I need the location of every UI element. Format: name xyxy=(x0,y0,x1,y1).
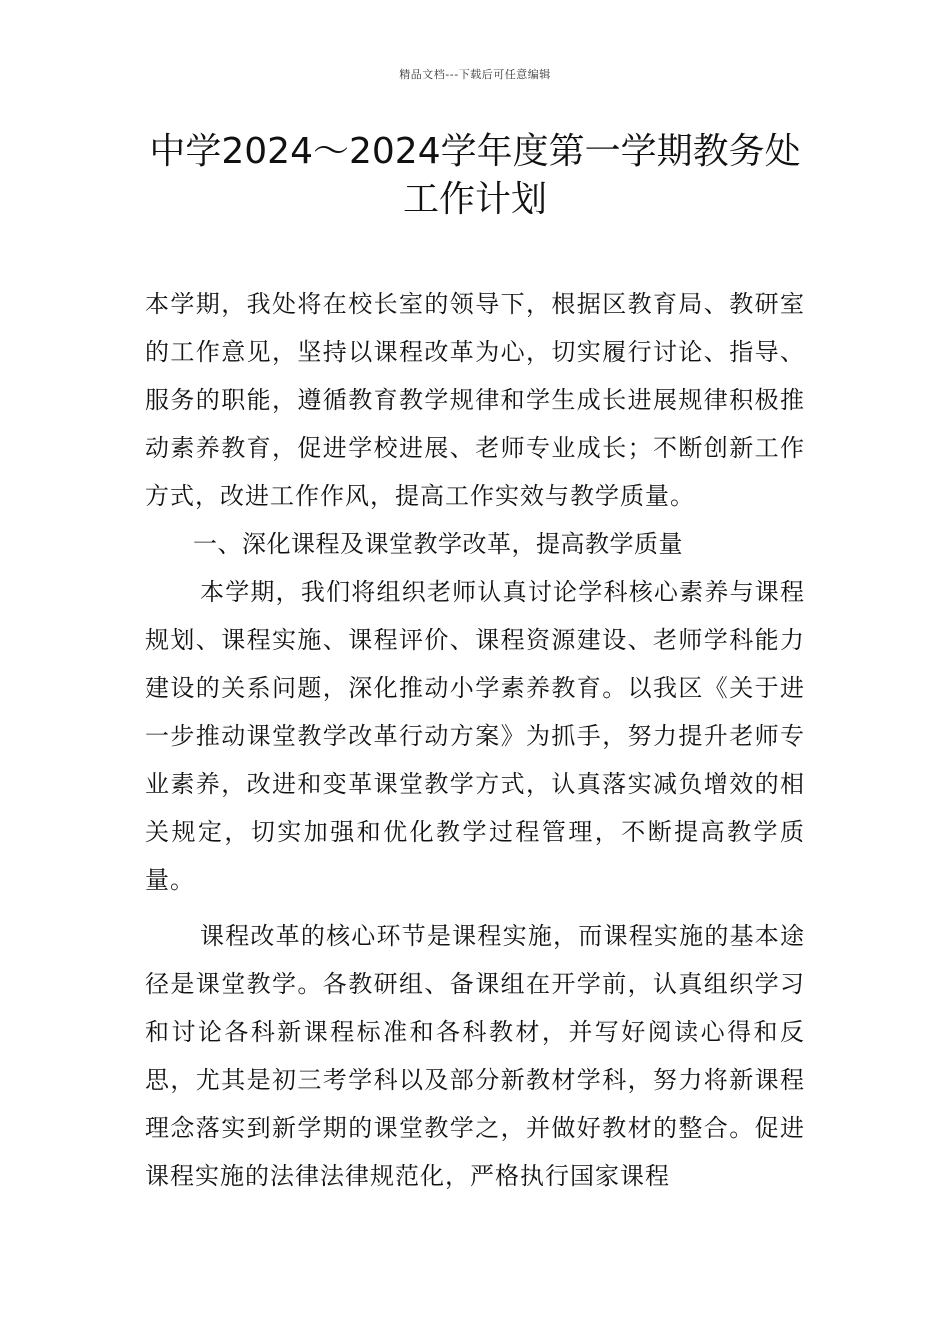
document-title: 中学2024～2024学年度第一学期教务处工作计划 xyxy=(149,131,801,220)
section-1-paragraph-2: 课程改革的核心环节是课程实施，而课程实施的基本途径是课堂教学。各教研组、备课组在开学前，认真组织学习和讨论各科新课程标准和各科教材，并写好阅读心得和反思，尤其是初三考学科以及部分新教材学科，努力将新课程理念落实到新学期的课堂教学之，并做好教材的整合。促进课程实施的法律法律规范化，严格执行国家课程 xyxy=(145,922,805,1190)
section-heading-1: 一、深化课程及课堂教学改革，提高教学质量 xyxy=(193,530,683,558)
paragraph-spacer xyxy=(145,904,805,912)
section-1-paragraph-1: 本学期，我们将组织老师认真讨论学科核心素养与课程规划、课程实施、课程评价、课程资源建设、老师学科能力建设的关系问题，深化推动小学素养教育。以我区《关于进一步推动课堂教学改革行动方案》为抓手，努力提升老师专业素养，改进和变革课堂教学方式，认真落实减负增效的相关规定，切实加强和优化教学过程管理，不断提高教学质量。 xyxy=(145,578,805,894)
intro-paragraph: 本学期，我处将在校长室的领导下，根据区教育局、教研室的工作意见，坚持以课程改革为心，切实履行讨论、指导、服务的职能，遵循教育教学规律和学生成长进展规律积极推动素养教育，促进学校进展、老师专业成长；不断创新工作方式，改进工作作风，提高工作实效与教学质量。 xyxy=(145,290,805,510)
header-note: 精品文档---下载后可任意编辑 xyxy=(399,68,551,81)
document-body xyxy=(145,280,805,1200)
